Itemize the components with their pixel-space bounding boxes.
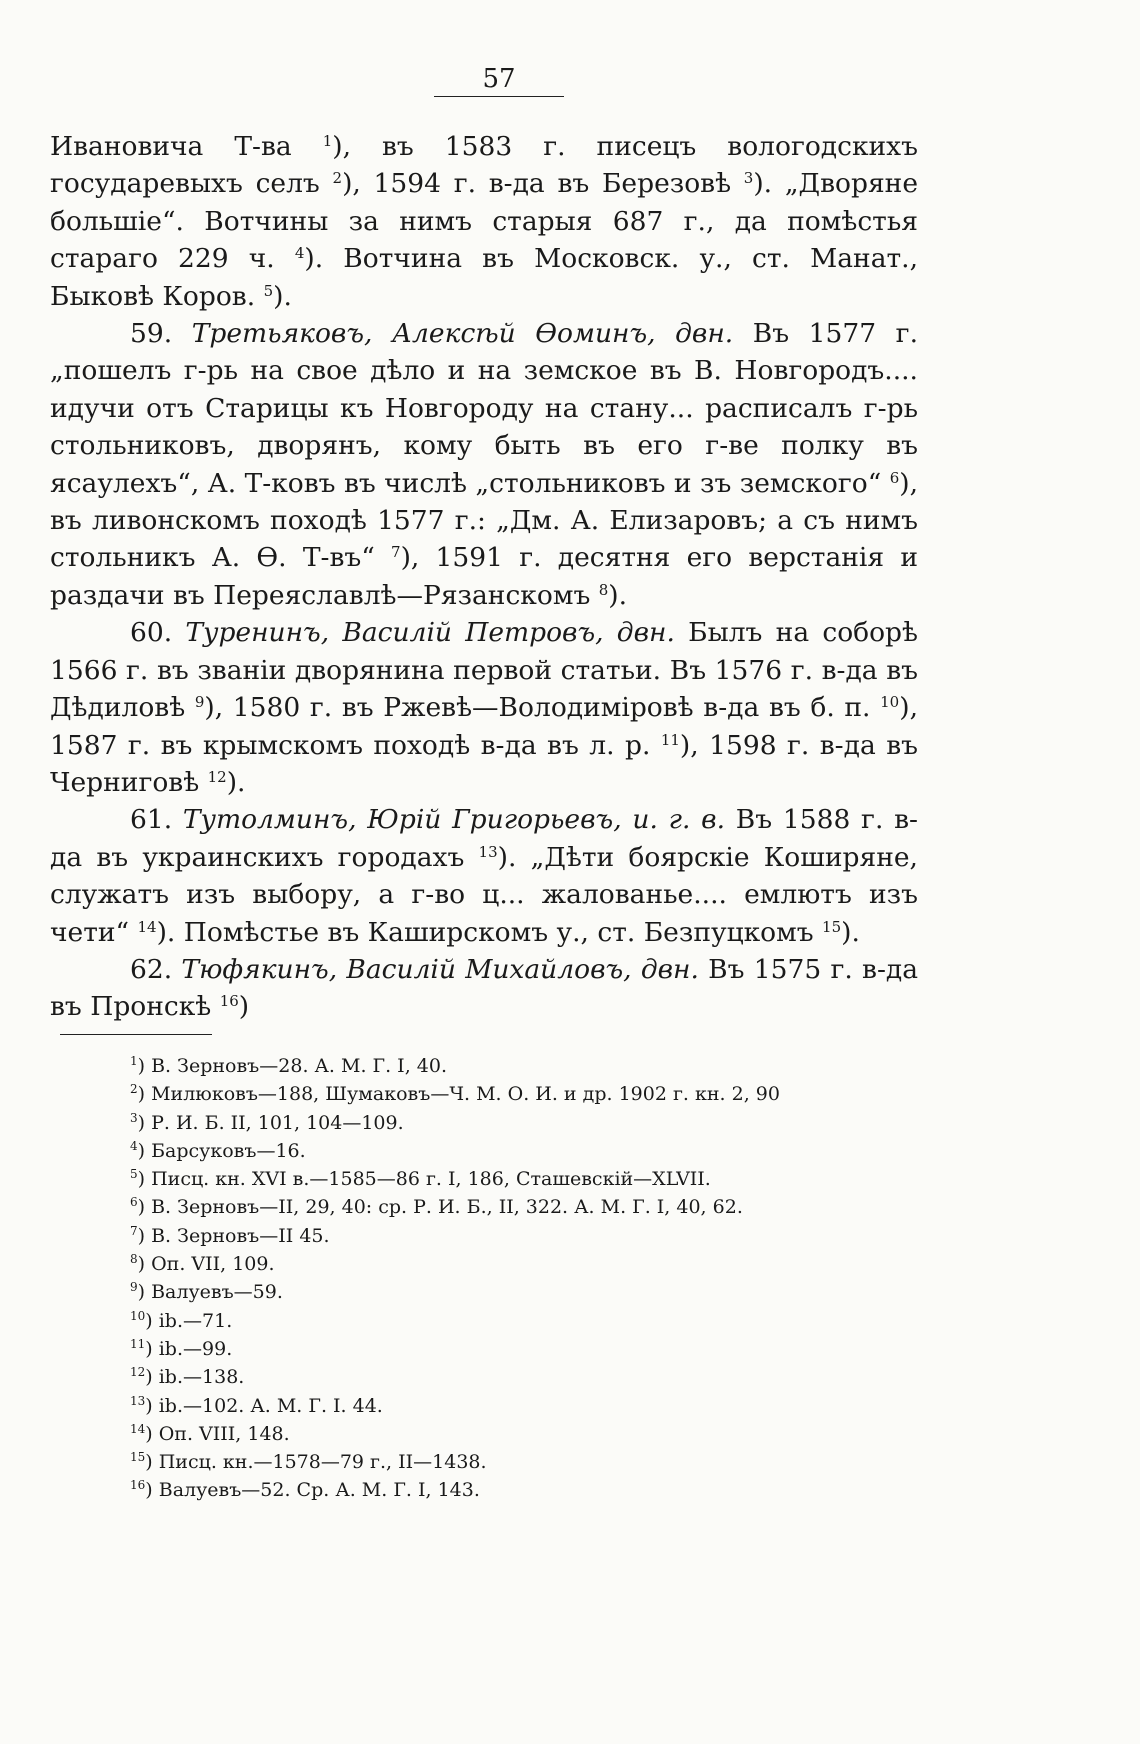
footnote (130, 1080, 930, 1108)
text-run: Былъ на соборѣ 1566 г. въ званіи дворянина первой статьи. Въ 1576 г. в-да въ Дѣдиловѣ (50, 617, 919, 724)
footnote-number: 16 (130, 1478, 146, 1493)
footnote-number: 12 (130, 1365, 146, 1380)
footnote-number: 2 (130, 1082, 138, 1097)
page-number: 57 (482, 64, 516, 94)
text-run: ). (226, 766, 246, 798)
footnote-number: 1 (130, 1054, 138, 1068)
footnote-text: ) Р. И. Б. II, 101, 104—109. (137, 1111, 404, 1134)
footnote-ref: 2 (332, 169, 343, 188)
text-run: ). (273, 280, 292, 312)
footnote-ref: 11 (660, 730, 680, 749)
footnote-ref: 5 (263, 281, 274, 300)
footnote-ref: 1 (322, 132, 333, 150)
footnote-ref: 8 (598, 580, 609, 599)
footnote-ref: 12 (207, 767, 227, 786)
footnote (130, 1250, 930, 1278)
footnote (130, 1392, 930, 1420)
footnote (130, 1420, 930, 1448)
footnote-text: ) Оп. VIII, 148. (145, 1422, 290, 1445)
text-run: ). „Дворяне большіе“. Вотчины за нимъ старыя 687 г., да помѣстья стараго 229 ч. (50, 168, 919, 275)
footnote (130, 1307, 930, 1335)
footnote-text: ) Писц. кн. XVI в.—1585—86 г. I, 186, Сташевскій—XLVII. (137, 1168, 711, 1191)
text-run: ), 1598 г. в-да въ Черниговѣ (50, 729, 918, 798)
footnote (130, 1137, 930, 1165)
footnote (130, 1222, 930, 1250)
footnote-ref: 15 (822, 917, 842, 936)
text-run: ). (608, 579, 628, 611)
text-run: ). „Дѣти боярскіе Коширяне, служатъ изъ выбору, а г-во ц... жалованье.... емлютъ изъ чети“ (50, 841, 918, 948)
footnote-number: 5 (130, 1167, 138, 1182)
text-run: ). Вотчина въ Московск. у., ст. Манат., Быковѣ Коров. (50, 243, 918, 312)
footnote (130, 1363, 930, 1391)
footnote-text: ) ib.—71. (145, 1309, 233, 1332)
footnote (130, 1448, 930, 1476)
text-run: ), въ 1583 г. писецъ вологодскихъ государевыхъ селъ (50, 131, 918, 200)
footnotes (130, 1052, 930, 1505)
footnote-ref: 10 (880, 693, 900, 712)
footnote-ref: 4 (294, 244, 305, 263)
text-run: Ивановича Т-ва (50, 131, 323, 162)
entry-62 (50, 951, 918, 1026)
footnote-text: ) ib.—102. А. М. Г. I. 44. (145, 1394, 383, 1417)
footnote-number: 8 (130, 1252, 138, 1267)
footnote-text: ) В. Зерновъ—28. А. М. Г. I, 40. (137, 1055, 447, 1077)
text-run: ). (841, 916, 860, 948)
footnote (130, 1165, 930, 1193)
footnote-number: 6 (130, 1195, 138, 1210)
footnote-number: 3 (130, 1110, 138, 1125)
footnote-number: 9 (130, 1280, 138, 1295)
footnote-number: 10 (130, 1308, 146, 1323)
footnote-number: 14 (130, 1421, 146, 1436)
entry-59 (50, 315, 918, 614)
text-run: Въ 1575 г. в-да въ Пронскѣ (50, 953, 919, 1023)
entry-61 (50, 801, 918, 951)
footnote-number: 15 (130, 1450, 146, 1465)
footnote-number: 4 (130, 1138, 138, 1153)
entry-name: Туренинъ, Василій Петровъ, двн. (185, 617, 675, 649)
footnote-ref: 16 (219, 992, 239, 1011)
text-run: Въ 1577 г. „пошелъ г-рь на свое дѣло и на земское въ В. Новгородъ.... идучи отъ Старицы къ Новгороду на стану... расписалъ г-рь стольниковъ, дворянъ, кому быть въ его г-ве полку въ ясаулехъ“, А. Т-ковъ въ числѣ „стольниковъ и зъ земского“ (50, 318, 918, 499)
text-run: ). Помѣстье въ Каширскомъ у., ст. Безпуцкомъ (156, 916, 823, 948)
text-run: ), 1591 г. десятня его верстанія и раздачи въ Переяславлѣ—Рязанскомъ (50, 542, 918, 611)
main-text (50, 128, 918, 1026)
entry-name: Тюфякинъ, Василій Михайловъ, двн. (181, 953, 699, 985)
footnote (130, 1109, 930, 1137)
entry-60 (50, 614, 918, 801)
page-number-rule (434, 96, 564, 97)
footnote-number: 11 (130, 1336, 146, 1351)
footnote (130, 1476, 930, 1504)
entry-name: Третьяковъ, Алексѣй Ѳоминъ, двн. (191, 318, 734, 350)
footnote-text: ) ib.—138. (145, 1366, 245, 1389)
footnote-text: ) Писц. кн.—1578—79 г., II—1438. (145, 1451, 487, 1474)
footnote-text: ) Милюковъ—188, Шумаковъ—Ч. М. О. И. и др. 1902 г. кн. 2, 90 (137, 1083, 780, 1106)
text-run: ), въ ливонскомъ походѣ 1577 г.: „Дм. А. Елизаровъ; а съ нимъ стольникъ А. Ѳ. Т-въ“ (50, 467, 918, 574)
footnote-number: 13 (130, 1393, 146, 1408)
footnote-text: ) В. Зерновъ—II 45. (137, 1224, 330, 1247)
entry-number: 61. (130, 804, 183, 836)
text-run: ), 1594 г. в-да въ Березовѣ (342, 168, 744, 200)
paragraph-continuation (50, 128, 918, 315)
entry-number: 60. (130, 617, 186, 649)
footnote-text: ) ib.—99. (145, 1337, 233, 1360)
text-run: ), 1587 г. въ крымскомъ походѣ в-да въ л. р. (50, 692, 918, 761)
entry-name: Тутолминъ, Юрій Григорьевъ, и. г. в. (182, 804, 726, 836)
footnote-text: ) Барсуковъ—16. (137, 1139, 306, 1162)
entry-number: 59. (130, 318, 192, 350)
footnote (130, 1278, 930, 1306)
footnote-text: ) Валуевъ—59. (137, 1281, 283, 1304)
entry-number: 62. (130, 953, 182, 985)
text-run: Въ 1588 г. в-да въ украинскихъ городахъ (50, 804, 918, 873)
text-run: ) (238, 991, 250, 1023)
text-run: ), 1580 г. въ Ржевѣ—Володиміровѣ в-да въ б. п. (204, 692, 881, 724)
footnote (130, 1193, 930, 1221)
footnote-ref: 14 (137, 917, 157, 936)
footnote-text: ) В. Зерновъ—II, 29, 40: ср. Р. И. Б., II, 322. А. М. Г. I, 40, 62. (137, 1196, 743, 1219)
footnote-text: ) Оп. VII, 109. (137, 1253, 275, 1276)
footnote-number: 7 (130, 1223, 138, 1238)
footnote-ref: 13 (478, 842, 498, 861)
footnote-separator (60, 1034, 212, 1035)
footnote (130, 1335, 930, 1363)
footnote-ref: 6 (889, 468, 900, 487)
footnote-ref: 7 (391, 543, 401, 562)
footnote-text: ) Валуевъ—52. Ср. А. М. Г. I, 143. (145, 1479, 480, 1502)
footnote (130, 1052, 930, 1080)
footnote-ref: 9 (194, 693, 205, 712)
footnote-ref: 3 (743, 169, 754, 188)
